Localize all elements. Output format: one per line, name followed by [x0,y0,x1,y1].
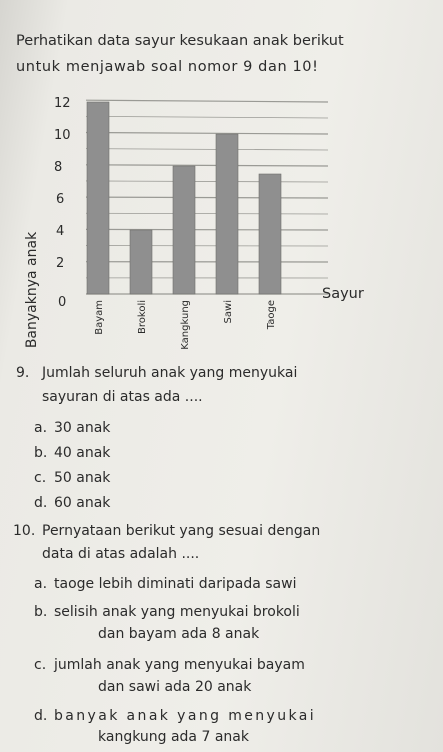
question-10-stem-line-2: data di atas adalah .... [42,546,200,562]
question-9-stem-line-1: Jumlah seluruh anak yang menyukai [42,365,298,381]
chart-gridline [86,133,328,135]
chart-gridline [86,197,328,198]
chart-x-tick-label: Brokoli [137,300,148,334]
chart-grid [86,100,328,294]
chart-y-tick-label: 4 [56,224,65,239]
chart-y-tick-label: 8 [54,160,63,175]
chart-gridline [86,149,328,150]
question-9 [16,362,297,384]
question-10-option-b-line-2: dan bayam ada 8 anak [98,626,260,642]
option-text: 30 anak [54,420,111,436]
chart-y-tick-label: 10 [54,128,71,143]
intro-line-1: Perhatikan data sayur kesukaan anak berikut [16,33,344,49]
chart-x-tick-label: Bayam [94,300,105,335]
chart-y-tick-label: 12 [54,96,71,111]
option-text: 40 anak [54,445,111,461]
question-10-option-b[interactable] [34,602,300,622]
option-label: d. [34,495,48,511]
question-9-option-a[interactable] [34,418,110,438]
chart-bar-sawi [216,134,238,294]
chart-gridline [86,165,328,166]
question-10-number: 10. [13,523,36,539]
question-9-number: 9. [16,365,30,381]
question-9-option-b[interactable] [34,443,110,463]
option-label: b. [34,604,48,620]
chart-x-ticks [94,300,277,350]
chart-x-tick-label: Kangkung [180,300,191,350]
question-10-option-c[interactable] [34,655,305,675]
option-text: 60 anak [54,495,111,511]
intro-line-2: untuk menjawab soal nomor 9 dan 10! [16,59,319,75]
vegetable-bar-chart [0,90,443,350]
option-text: banyak anak yang menyukai [54,708,317,724]
chart-bar-bayam [87,102,109,294]
question-10-option-c-line-2: dan sawi ada 20 anak [98,679,252,695]
option-label: c. [34,470,47,486]
option-text: 50 anak [54,470,111,486]
chart-y-axis-label: Banyaknya anak [24,231,40,349]
question-10-stem-line-1: Pernyataan berikut yang sesuai dengan [42,523,321,539]
option-text: taoge lebih diminati daripada sawi [54,576,297,592]
chart-gridline [86,213,328,214]
question-9-stem-line-2: sayuran di atas ada .... [42,389,203,405]
chart-bar-brokoli [130,230,152,294]
chart-gridline [86,100,328,102]
chart-y-ticks [54,96,71,310]
chart-x-tick-label: Sawi [223,300,234,324]
option-text: selisih anak yang menyukai brokoli [54,604,300,620]
option-label: c. [34,657,47,673]
chart-gridline [86,116,328,118]
option-label: a. [34,420,48,436]
option-label: a. [34,576,48,592]
chart-bar-taoge [259,174,281,294]
chart-y-tick-label: 6 [56,192,65,207]
question-9-option-d[interactable] [34,493,110,513]
question-10-option-a[interactable] [34,574,296,594]
question-10-option-d-line-2: kangkung ada 7 anak [98,729,249,745]
question-9-option-c[interactable] [34,468,110,488]
chart-gridline [86,229,328,230]
question-10-option-d[interactable] [34,706,316,726]
chart-x-tick-label: Taoge [266,300,277,330]
intro-text [16,28,436,80]
chart-gridline [86,181,328,182]
chart-y-tick-label: 0 [58,295,67,310]
option-text: jumlah anak yang menyukai bayam [54,657,305,673]
chart-bar-kangkung [173,166,195,294]
option-label: b. [34,445,48,461]
question-10 [13,520,320,542]
chart-x-axis-label: Sayur [322,286,364,302]
chart-y-tick-label: 2 [56,256,65,271]
option-label: d. [34,708,48,724]
